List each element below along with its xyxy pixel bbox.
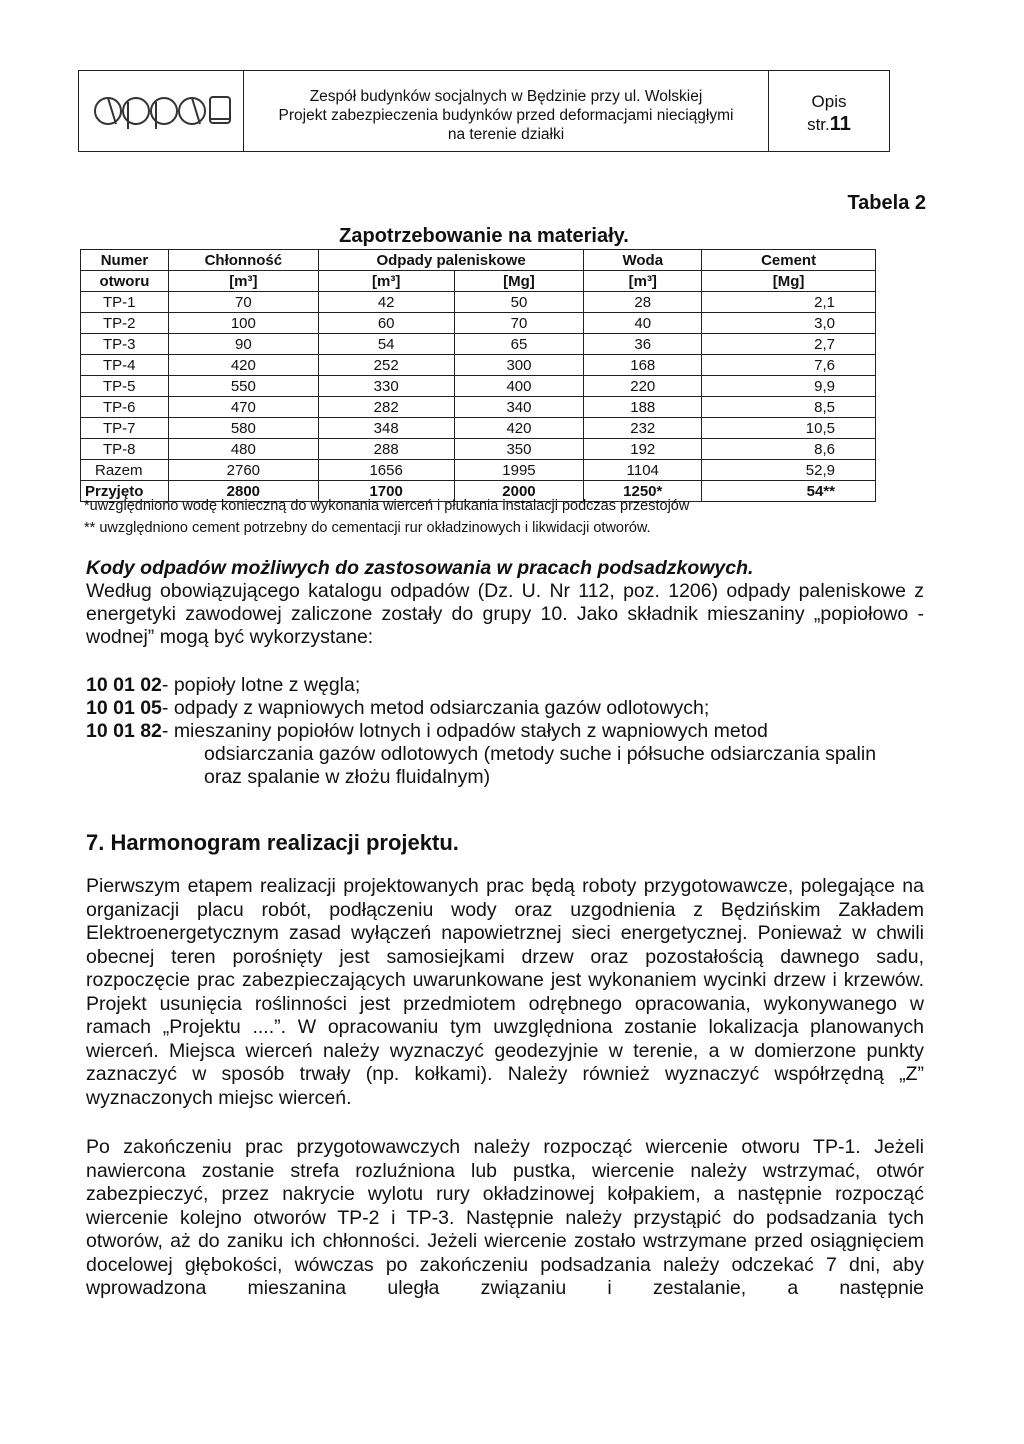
header-section: Opis [811, 92, 847, 111]
table-cell: 192 [584, 439, 702, 460]
table-row [81, 376, 876, 397]
table-header-cell: Chłonność [168, 250, 318, 271]
waste-code: 10 01 02 [86, 674, 162, 696]
header-page-info [769, 71, 889, 151]
table-cell: 350 [454, 439, 584, 460]
page-number-value: 11 [829, 113, 851, 135]
table-header-cell: [Mg] [454, 271, 584, 292]
table-cell: 1995 [454, 460, 584, 481]
table-header-cell: otworu [81, 271, 169, 292]
table-cell: 232 [584, 418, 702, 439]
table-cell: 252 [318, 355, 454, 376]
table-row [81, 397, 876, 418]
table-cell: 420 [454, 418, 584, 439]
table-cell: 2800 [168, 481, 318, 502]
table-cell: 40 [584, 313, 702, 334]
table-cell: TP-1 [81, 292, 169, 313]
table-cell: 70 [168, 292, 318, 313]
table-footnote-2: ** uwzględniono cement potrzebny do cementacji rur okładzinowych i likwidacji otworów. [84, 520, 651, 536]
table-cell: 2000 [454, 481, 584, 502]
table-cell: 65 [454, 334, 584, 355]
table-cell: 2,7 [702, 334, 876, 355]
table-row-sum [81, 460, 876, 481]
table-cell: 340 [454, 397, 584, 418]
section-heading: 7. Harmonogram realizacji projektu. [86, 830, 459, 855]
table-cell: TP-8 [81, 439, 169, 460]
table-header-cell: Numer [81, 250, 169, 271]
appal-logo-icon [86, 89, 236, 133]
table-caption: Zapotrzebowanie na materiały. [339, 225, 629, 247]
table-cell: Razem [81, 460, 169, 481]
table-cell: 300 [454, 355, 584, 376]
table-cell: Przyjęto [81, 481, 169, 502]
table-cell: 1656 [318, 460, 454, 481]
table-cell: 1250* [584, 481, 702, 502]
table-cell: 2760 [168, 460, 318, 481]
table-row [81, 292, 876, 313]
table-header-cell: Odpady paleniskowe [318, 250, 584, 271]
list-item [86, 697, 926, 720]
table-cell: TP-6 [81, 397, 169, 418]
table-cell: 330 [318, 376, 454, 397]
table-cell: 28 [584, 292, 702, 313]
table-cell: 550 [168, 376, 318, 397]
table-cell: 50 [454, 292, 584, 313]
header-title-line3: na terenie działki [447, 126, 565, 143]
header-title-line1: Zespół budynków socjalnych w Będzinie przy ul. Wolskiej [309, 88, 703, 105]
table-cell: 220 [584, 376, 702, 397]
table-cell: TP-4 [81, 355, 169, 376]
header-title [244, 71, 769, 151]
table-cell: 90 [168, 334, 318, 355]
table-cell: 580 [168, 418, 318, 439]
page-prefix: str. [807, 115, 830, 134]
table-cell: TP-3 [81, 334, 169, 355]
table-cell: 8,5 [702, 397, 876, 418]
table-header-cell: [m³] [168, 271, 318, 292]
waste-desc: - mieszaniny popiołów lotnych i odpadów stałych z wapniowych metod [161, 720, 768, 742]
table-cell: 400 [454, 376, 584, 397]
table-cell: 70 [454, 313, 584, 334]
waste-code: 10 01 82 [86, 720, 162, 742]
table-cell: TP-5 [81, 376, 169, 397]
waste-code: 10 01 05 [86, 697, 162, 719]
table-cell: 9,9 [702, 376, 876, 397]
table-cell: 348 [318, 418, 454, 439]
table-header-cell: [Mg] [702, 271, 876, 292]
table-header-cell: Cement [702, 250, 876, 271]
table-cell: 420 [168, 355, 318, 376]
table-row [81, 355, 876, 376]
table-cell: 1104 [584, 460, 702, 481]
table-header-cell: Woda [584, 250, 702, 271]
page-number [769, 113, 889, 136]
table-cell: 188 [584, 397, 702, 418]
table-cell: 42 [318, 292, 454, 313]
waste-desc: - odpady z wapniowych metod odsiarczania gazów odlotowych; [161, 697, 710, 719]
table-cell: 470 [168, 397, 318, 418]
waste-desc: - popioły lotne z węgla; [161, 674, 361, 696]
table-cell: TP-7 [81, 418, 169, 439]
company-logo [79, 71, 244, 151]
table-cell: 8,6 [702, 439, 876, 460]
list-item [86, 720, 926, 743]
table-cell: 288 [318, 439, 454, 460]
table-row [81, 313, 876, 334]
table-cell: TP-2 [81, 313, 169, 334]
list-item [86, 674, 926, 697]
kody-heading: Kody odpadów możliwych do zastosowania w pracach podsadzkowych. [86, 557, 754, 579]
table-cell: 1700 [318, 481, 454, 502]
table-cell: 52,9 [702, 460, 876, 481]
table-cell: 60 [318, 313, 454, 334]
table-body [81, 292, 876, 502]
table-cell: 2,1 [702, 292, 876, 313]
paragraph: Pierwszym etapem realizacji projektowanych prac będą roboty przygotowawcze, polegające na organizacji placu robót, podłączeniu wody oraz uzgodnienia z Będzińskim Zakładem Elektroenergetycznym zasad wyłączeń napowietrznej sieci energetycznej. Ponieważ w chwili obecnej teren porośnięty jest samosiejkami drzew oraz pozostałością dawnego sadu, rozpoczęcie prac zabezpieczających uwarunkowane jest wykonaniem wycinki drzew i krzewów. Projekt usunięcia roślinności jest przedmiotem odrębnego opracowania, wykonywanego w ramach „Projektu ....”. W opracowaniu tym uwzględniona zostanie lokalizacja planowanych wierceń. Miejsca wierceń należy wyznaczyć geodezyjnie w terenie, a w domierzone punkty zaznaczyć w sposób trwały (np. kołkami). Należy również wyznaczyć współrzędną „Z” wyznaczonych miejsc wierceń. [86, 875, 924, 1109]
kody-intro: Według obowiązującego katalogu odpadów (Dz. U. Nr 112, poz. 1206) odpady paleniskowe z energetyki zawodowej zaliczone zostały do grupy 10. Jako składnik mieszaniny „popiołowo - wodnej” mogą być wykorzystane: [86, 580, 924, 648]
table-cell: 7,6 [702, 355, 876, 376]
table-header-cell: [m³] [584, 271, 702, 292]
waste-code-list [86, 674, 926, 789]
page-header [78, 70, 890, 152]
table-row [81, 334, 876, 355]
table-header-row [81, 271, 876, 292]
waste-desc-continued: odsiarczania gazów odlotowych (metody suche i półsuche odsiarczania spalin [204, 743, 877, 765]
table-cell: 168 [584, 355, 702, 376]
paragraph: Po zakończeniu prac przygotowawczych należy rozpocząć wiercenie otworu TP-1. Jeżeli nawiercona zostanie strefa rozluźniona lub pustka, wiercenie należy wstrzymać, otwór zabezpieczyć, przez nakrycie wylotu rury okładzinowej kołpakiem, a następnie rozpocząć wiercenie kolejno otworów TP-2 i TP-3. Następnie należy przystąpić do podsadzania tych otworów, aż do zaniku ich chłonności. Jeżeli wiercenie zostało wstrzymane przed osiągnięciem docelowej głębokości, wówczas po zakończeniu podsadzania należy odczekać 7 dni, aby wprowadzona mieszanina uległa związaniu i zestalanie, a następnie [86, 1136, 924, 1299]
waste-desc-continued: oraz spalanie w złożu fluidalnym) [204, 766, 491, 788]
table-cell: 100 [168, 313, 318, 334]
table-header-row [81, 250, 876, 271]
table-cell: 282 [318, 397, 454, 418]
materials-table [80, 249, 876, 502]
table-cell: 54 [318, 334, 454, 355]
table-cell: 10,5 [702, 418, 876, 439]
table-header-cell: [m³] [318, 271, 454, 292]
table-cell: 480 [168, 439, 318, 460]
header-title-line2: Projekt zabezpieczenia budynków przed deformacjami nieciągłymi [278, 107, 734, 124]
table-cell: 36 [584, 334, 702, 355]
table-cell: 3,0 [702, 313, 876, 334]
table-cell: 54** [702, 481, 876, 502]
table-row [81, 439, 876, 460]
table-footnote-1: *uwzględniono wodę konieczną do wykonania wierceń i płukania instalacji podczas przestojów [84, 498, 690, 514]
table-row [81, 418, 876, 439]
table-label: Tabela 2 [847, 192, 926, 214]
